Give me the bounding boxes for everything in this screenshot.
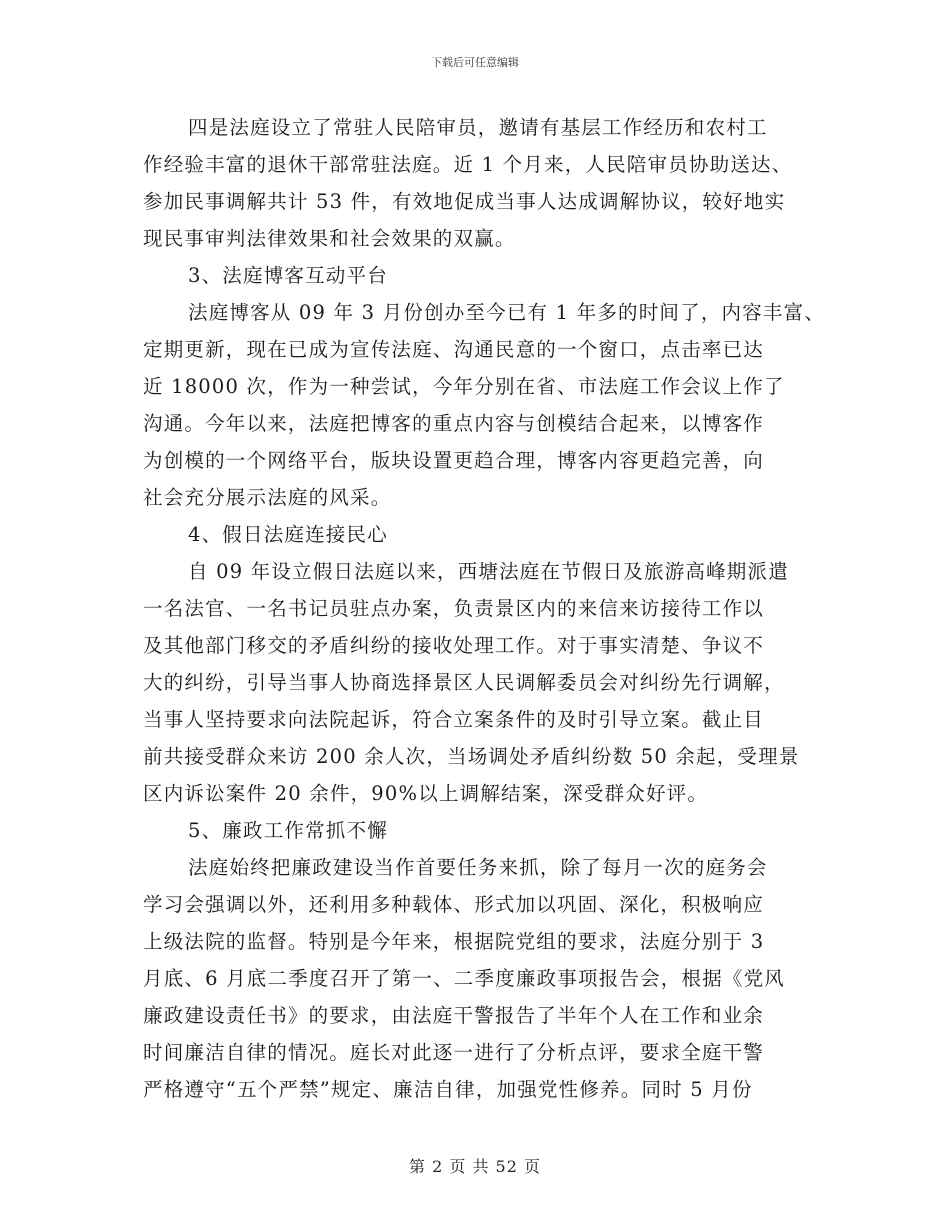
page-header: 下载后可任意编辑 [431,56,519,69]
text-line: 上级法院的监督。特别是今年来，根据院党组的要求，法庭分别于 3 [143,930,765,953]
text-line: 一名法官、一名书记员驻点办案，负责景区内的来信来访接待工作以 [143,597,765,620]
text-line: 四是法庭设立了常驻人民陪审员，邀请有基层工作经历和农村工 [188,116,768,139]
document-body [143,109,826,1108]
text-line: 学习会强调以外，还利用多种载体、形式加以巩固、深化，积极响应 [143,893,765,916]
text-line: 法庭博客从 09 年 3 月份创办至今已有 1 年多的时间了，内容丰富、 [188,301,826,324]
text-line: 法庭始终把廉政建设当作首要任务来抓，除了每月一次的庭务会 [188,856,768,879]
text-line: 自 09 年设立假日法庭以来，西塘法庭在节假日及旅游高峰期派遣 [188,560,789,583]
text-line: 沟通。今年以来，法庭把博客的重点内容与创模结合起来，以博客作 [143,412,765,435]
text-line: 区内诉讼案件 20 余件，90%以上调解结案，深受群众好评。 [143,782,709,805]
text-line: 定期更新，现在已成为宣传法庭、沟通民意的一个窗口，点击率已达 [143,338,765,361]
text-line: 社会充分展示法庭的风采。 [143,486,392,509]
text-line: 严格遵守“五个严禁”规定、廉洁自律，加强党性修养。同时 5 月份 [143,1078,753,1101]
text-line: 廉政建设责任书》的要求，由法庭干警报告了半年个人在工作和业余 [143,1004,765,1027]
text-line: 参加民事调解共计 53 件，有效地促成当事人达成调解协议，较好地实 [143,190,786,213]
text-line: 作经验丰富的退休干部常驻法庭。近 1 个月来，人民陪审员协助送达、 [143,153,793,176]
section-heading: 4、假日法庭连接民心 [188,523,388,546]
section-heading: 3、法庭博客互动平台 [188,264,388,287]
text-line: 为创模的一个网络平台，版块设置更趋合理，博客内容更趋完善，向 [143,449,765,472]
page-footer: 第 2 页 共 52 页 [409,1157,541,1176]
text-line: 月底、6 月底二季度召开了第一、二季度廉政事项报告会，根据《党风 [143,967,786,990]
text-line: 前共接受群众来访 200 余人次，当场调处矛盾纠纷数 50 余起，受理景 [143,745,800,768]
text-line: 时间廉洁自律的情况。庭长对此逐一进行了分析点评，要求全庭干警 [143,1041,765,1064]
text-line: 现民事审判法律效果和社会效果的双赢。 [143,227,516,250]
text-line: 当事人坚持要求向法院起诉，符合立案条件的及时引导立案。截止目 [143,708,765,731]
text-line: 大的纠纷，引导当事人协商选择景区人民调解委员会对纠纷先行调解， [143,671,785,694]
text-line: 及其他部门移交的矛盾纠纷的接收处理工作。对于事实清楚、争议不 [143,634,765,657]
text-line: 近 18000 次，作为一种尝试，今年分别在省、市法庭工作会议上作了 [143,375,785,398]
section-heading: 5、廉政工作常抓不懈 [188,819,388,842]
